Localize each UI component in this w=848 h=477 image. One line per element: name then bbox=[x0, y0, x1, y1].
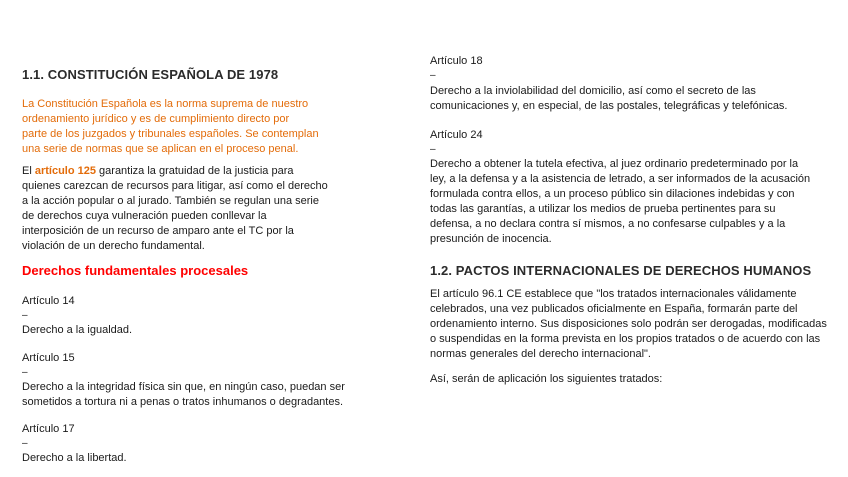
section-title-pactos: 1.2. PACTOS INTERNACIONALES DE DERECHOS HUMANOS bbox=[430, 263, 812, 278]
para-line: celebrados, una vez publicados oficialmente en España, formarán parte del bbox=[430, 303, 798, 315]
article-text: defensa, a no declara contra sí mismos, a no confesarse culpables y a la bbox=[430, 218, 786, 230]
article-label: Artículo 18 bbox=[430, 55, 483, 67]
intro-line: parte de los juzgados y tribunales españoles. Se contemplan bbox=[22, 128, 319, 140]
article-label: Artículo 24 bbox=[430, 129, 483, 141]
intro-line: una serie de normas que se aplican en el proceso penal. bbox=[22, 143, 299, 155]
article-text: formulada contra ellos, a un proceso público sin dilaciones indebidas y con bbox=[430, 188, 795, 200]
article-label: Artículo 17 bbox=[22, 423, 75, 435]
article-text: sometidos a tortura ni a penas o tratos inhumanos o degradantes. bbox=[22, 396, 344, 408]
article-label: Artículo 15 bbox=[22, 352, 75, 364]
para-line: violación de un derecho fundamental. bbox=[22, 240, 205, 252]
article-text: comunicaciones y, en especial, de las postales, telegráficas y telefónicas. bbox=[430, 100, 788, 112]
article-dash: – bbox=[22, 438, 28, 449]
para-prefix: El bbox=[22, 165, 35, 177]
article-text: Derecho a la libertad. bbox=[22, 452, 127, 464]
article-dash: – bbox=[430, 70, 436, 81]
closing-line: Así, serán de aplicación los siguientes tratados: bbox=[430, 373, 663, 385]
para-line: ordenamiento interno. Sus disposiciones solo podrán ser derogadas, modificadas bbox=[430, 318, 827, 330]
para-line: de derechos cuya vulneración pueden conllevar la bbox=[22, 210, 267, 222]
section-title-constitucion: 1.1. CONSTITUCIÓN ESPAÑOLA DE 1978 bbox=[22, 67, 279, 82]
article-text: Derecho a obtener la tutela efectiva, al juez ordinario predeterminado por la bbox=[430, 158, 799, 170]
para-line bbox=[22, 164, 294, 179]
article-text: Derecho a la integridad física sin que, en ningún caso, puedan ser bbox=[22, 381, 345, 393]
para-line: o suspendidas en la forma prevista en los propios tratados o de acuerdo con las bbox=[430, 333, 821, 345]
para-line: a la acción popular o al jurado. También se regulan una serie bbox=[22, 195, 319, 207]
article-text: presunción de inocencia. bbox=[430, 233, 552, 245]
para-line: normas generales del derecho internacional". bbox=[430, 348, 651, 360]
article-dash: – bbox=[430, 144, 436, 155]
para-line: interposición de un recurso de amparo ante el TC por la bbox=[22, 225, 294, 237]
article-text: todas las garantías, a utilizar los medios de prueba pertinentes para su bbox=[430, 203, 776, 215]
heading-derechos-procesales: Derechos fundamentales procesales bbox=[22, 263, 249, 278]
article-text: Derecho a la inviolabilidad del domicilio, así como el secreto de las bbox=[430, 85, 756, 97]
article-text: Derecho a la igualdad. bbox=[22, 324, 133, 336]
article-dash: – bbox=[22, 310, 28, 321]
intro-line: La Constitución Española es la norma suprema de nuestro bbox=[22, 98, 309, 110]
article-text: ley, a la defensa y a la asistencia de letrado, a ser informados de la acusación bbox=[430, 173, 811, 185]
articulo-125-link: artículo 125 bbox=[34, 165, 96, 177]
article-dash: – bbox=[22, 367, 28, 378]
article-label: Artículo 14 bbox=[22, 295, 75, 307]
para-suffix: garantiza la gratuidad de la justicia para bbox=[95, 165, 294, 177]
para-line: quienes carezcan de recursos para litigar, así como el derecho bbox=[22, 180, 328, 192]
intro-line: ordenamiento jurídico y es de cumplimiento directo por bbox=[22, 113, 290, 125]
para-line: El artículo 96.1 CE establece que "los tratados internacionales válidamente bbox=[430, 288, 797, 300]
